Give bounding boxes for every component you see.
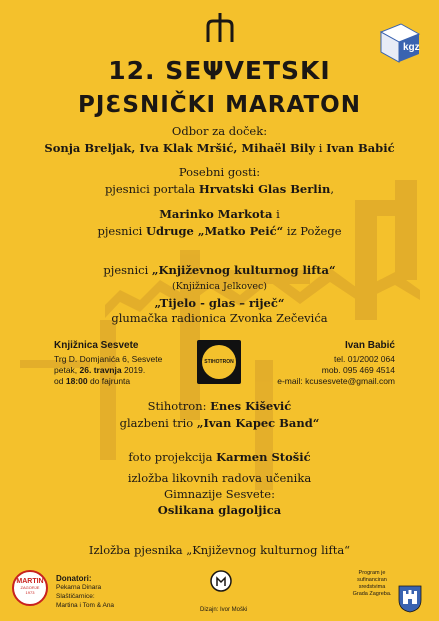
lift-sub: (Knjižnica Jelkovec): [171, 281, 268, 292]
donor-2: Slaštičarnice:: [56, 593, 95, 600]
contact-email: e-mail: kcusesvete@gmail.com: [277, 376, 395, 386]
trio-line: [0, 416, 439, 430]
sponsor-line-4: Grada Zagreba.: [352, 591, 392, 597]
sponsor-line-2: sufinanciran: [357, 577, 387, 583]
lift-desc: glumačka radionica Zvonka Zečevića: [111, 311, 328, 325]
venue-block: [54, 340, 162, 387]
odbor-names-line: [0, 141, 439, 155]
odbor-names: Sonja Breljak, Iva Klak Mršić, Mihaël Bily: [44, 141, 316, 155]
lift-bold: „Književnog kulturnog lifta“: [151, 263, 336, 277]
stihotron-name: Enes Kišević: [210, 399, 292, 413]
venue-date-suffix: 2019.: [123, 365, 146, 375]
foto-line: [0, 450, 439, 464]
gosti-line-1: [0, 182, 439, 196]
venue-date-bold: 26. travnja: [79, 365, 122, 375]
venue-time: [54, 376, 162, 387]
gosti-label: Posebni gosti:: [178, 165, 261, 179]
stihotron-badge-text: STIHOTRON: [204, 359, 234, 365]
lift-line: [0, 263, 439, 277]
trio-prefix: glazbeni trio: [119, 416, 194, 430]
gosti-line3-bold: Udruge „Matko Peić“: [145, 224, 284, 238]
donatori-label: Donatori:: [56, 574, 92, 583]
gosti-line1-suffix: ,: [330, 182, 335, 196]
gosti-line1-bold: Hrvatski Glas Berlin: [198, 182, 331, 196]
izlozba-line-1: izložba likovnih radova učenika: [127, 471, 312, 485]
kulturni-centar-logo-icon: [210, 570, 232, 592]
sponsor-text: [352, 570, 392, 598]
trio-name: „Ivan Kapec Band“: [196, 416, 320, 430]
martin-year: 1973: [25, 590, 35, 595]
martin-mid: ZAGORJE: [20, 585, 40, 590]
contact-mob: mob. 095 469 4514: [321, 365, 395, 375]
odbor-label: Odbor za doček:: [171, 124, 268, 138]
gosti-line3-suffix: iz Požege: [286, 224, 342, 238]
stihotron-label: Stihotron:: [147, 399, 207, 413]
sesvetski-logo-icon: [203, 12, 237, 46]
venue-time-prefix: od: [54, 376, 64, 386]
stihotron-badge: [197, 340, 241, 384]
stihotron-line: [0, 399, 439, 413]
gosti-line-3: [0, 224, 439, 238]
gosti-line3-prefix: pjesnici: [97, 224, 143, 238]
martin-top: MARTIN: [16, 578, 44, 585]
lift-title: „Tijelo - glas – riječ“: [154, 296, 285, 310]
izlozba-line-2: Gimnazije Sesvete:: [164, 487, 275, 501]
contact-name: Ivan Babić: [344, 340, 395, 351]
venue-time-suffix: do fajrunta: [89, 376, 131, 386]
donor-1: Pekarna Dinara: [56, 584, 102, 591]
venue-date: [54, 365, 162, 376]
martin-logo: [12, 570, 48, 606]
contact-block: [253, 340, 395, 387]
odbor-last-name: Ivan Babić: [326, 141, 395, 155]
kgz-label: kgz: [403, 42, 420, 53]
gosti-line-2: [0, 207, 439, 221]
stihotron-badge-disc: [202, 345, 236, 379]
foto-name: Karmen Stošić: [216, 450, 311, 464]
sponsor-line-1: Program je: [358, 570, 386, 576]
venue-time-bold: 18:00: [65, 376, 88, 386]
title-line-2: PJƐSNIČKI MARATON: [78, 92, 361, 118]
venue-address: Trg D. Domjanića 6, Sesvete: [54, 354, 163, 364]
izlozba-line-3: Oslikana glagoljica: [157, 503, 282, 517]
donor-3: Martina i Tom & Ana: [56, 602, 115, 609]
donatori-block: [56, 574, 114, 610]
gosti-line2-suffix: i: [276, 207, 280, 221]
gosti-line1-prefix: pjesnici portala: [104, 182, 196, 196]
design-credit: Dizajn: Ivor Moški: [200, 607, 248, 613]
contact-tel: tel. 01/2002 064: [334, 354, 395, 364]
venue-date-prefix: petak,: [54, 365, 78, 375]
odbor-connector: i: [318, 141, 323, 155]
izlozba-line-4: Izložba pjesnika „Književnog kulturnog lifta“: [88, 543, 351, 557]
venue-name: Knjižnica Sesvete: [54, 340, 139, 351]
zagreb-coat-of-arms-icon: [398, 585, 422, 613]
gosti-line2-bold: Marinko Markota: [159, 207, 273, 221]
title-line-1: 12. SEΨVETSKI: [108, 56, 331, 85]
sponsor-line-3: sredstvima: [358, 584, 386, 590]
lift-prefix: pjesnici: [103, 263, 149, 277]
foto-prefix: foto projekcija: [128, 450, 213, 464]
